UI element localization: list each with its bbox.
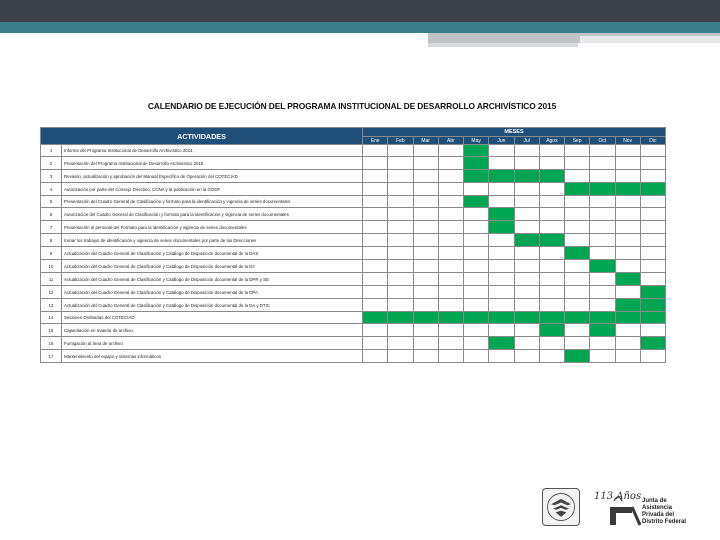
empty-cell	[363, 286, 388, 299]
page-title: CALENDARIO DE EJECUCIÓN DEL PROGRAMA INSTITUCIONAL DE DESARROLLO ARCHIVÍSTICO 2015	[147, 101, 557, 111]
empty-cell	[539, 273, 564, 286]
activity-text: Presentación del Cuadro General de Clasificación y formato para la identificación y vigencia de series documentales	[62, 196, 363, 208]
row-number: 5	[41, 196, 62, 208]
table-row	[41, 350, 666, 363]
empty-cell	[438, 221, 463, 234]
empty-cell	[590, 299, 615, 312]
org-line-2: Asistencia	[642, 505, 673, 511]
empty-cell	[565, 145, 590, 157]
empty-cell	[640, 260, 665, 273]
row-number: 1	[41, 145, 62, 157]
activity-text: Presentación al personal del Formato para la identificación y vigencia de series documentales	[62, 221, 363, 234]
scheduled-cell	[363, 312, 388, 324]
activity-text: Sesiones Ordinarias del COTECIAD	[62, 312, 363, 324]
activity-text: Revisión, actualización y aprobación del Manual Específico de Operación del COTECIAD	[62, 170, 363, 183]
row-number: 8	[41, 234, 62, 247]
empty-cell	[413, 299, 438, 312]
empty-cell	[514, 350, 539, 363]
empty-cell	[464, 299, 489, 312]
org-line-1: Junta de	[642, 498, 667, 504]
empty-cell	[438, 337, 463, 350]
empty-cell	[489, 196, 514, 208]
empty-cell	[489, 324, 514, 337]
empty-cell	[640, 221, 665, 234]
scheduled-cell	[640, 286, 665, 299]
empty-cell	[363, 208, 388, 221]
row-number: 7	[41, 221, 62, 234]
empty-cell	[413, 286, 438, 299]
empty-cell	[565, 170, 590, 183]
scheduled-cell	[464, 196, 489, 208]
empty-cell	[539, 247, 564, 260]
empty-cell	[413, 260, 438, 273]
scheduled-cell	[640, 312, 665, 324]
table-row	[41, 157, 666, 170]
header-dark-band	[0, 0, 720, 22]
empty-cell	[438, 170, 463, 183]
scheduled-cell	[590, 312, 615, 324]
empty-cell	[388, 208, 413, 221]
empty-cell	[640, 196, 665, 208]
activity-text: Mantenimiento del equipo y sistemas informáticos	[62, 350, 363, 363]
empty-cell	[615, 350, 640, 363]
scheduled-cell	[464, 145, 489, 157]
empty-cell	[640, 247, 665, 260]
table-row	[41, 286, 666, 299]
empty-cell	[539, 350, 564, 363]
empty-cell	[438, 196, 463, 208]
activity-text: Fumigación al área de archivo	[62, 337, 363, 350]
empty-cell	[514, 208, 539, 221]
table-row	[41, 299, 666, 312]
empty-cell	[363, 324, 388, 337]
row-number: 6	[41, 208, 62, 221]
scheduled-cell	[514, 312, 539, 324]
empty-cell	[489, 145, 514, 157]
empty-cell	[464, 234, 489, 247]
empty-cell	[363, 183, 388, 196]
header-light-bar	[580, 36, 720, 43]
scheduled-cell	[565, 350, 590, 363]
empty-cell	[489, 273, 514, 286]
month-header-jul: Jul	[514, 137, 539, 145]
empty-cell	[514, 260, 539, 273]
month-header-dic: Dic	[640, 137, 665, 145]
empty-cell	[464, 337, 489, 350]
empty-cell	[590, 170, 615, 183]
row-number: 14	[41, 312, 62, 324]
empty-cell	[464, 324, 489, 337]
empty-cell	[388, 183, 413, 196]
empty-cell	[464, 183, 489, 196]
empty-cell	[363, 247, 388, 260]
empty-cell	[388, 260, 413, 273]
empty-cell	[413, 350, 438, 363]
empty-cell	[590, 247, 615, 260]
activity-text: Actualización del Cuadro General de Clasificación y Catálogo de Disposición documental de la DJ	[62, 260, 363, 273]
row-number: 4	[41, 183, 62, 196]
table-row	[41, 273, 666, 286]
empty-cell	[464, 221, 489, 234]
empty-cell	[640, 350, 665, 363]
scheduled-cell	[438, 312, 463, 324]
empty-cell	[539, 208, 564, 221]
table-row	[41, 247, 666, 260]
empty-cell	[514, 273, 539, 286]
scheduled-cell	[489, 170, 514, 183]
empty-cell	[514, 145, 539, 157]
empty-cell	[438, 145, 463, 157]
empty-cell	[514, 157, 539, 170]
scheduled-cell	[388, 312, 413, 324]
empty-cell	[489, 286, 514, 299]
empty-cell	[590, 234, 615, 247]
empty-cell	[388, 286, 413, 299]
activity-text: Autorización por parte del Consejo Directivo, CCNA y la publicación en la GODF	[62, 183, 363, 196]
empty-cell	[565, 273, 590, 286]
month-header-jun: Jun	[489, 137, 514, 145]
scheduled-cell	[514, 170, 539, 183]
empty-cell	[615, 208, 640, 221]
activity-text: Actualización del Cuadro General de Clasificación y Catálogo de Disposición documental de la DPR y SE	[62, 273, 363, 286]
month-header-oct: Oct	[590, 137, 615, 145]
empty-cell	[539, 299, 564, 312]
jap-logo	[592, 489, 710, 529]
empty-cell	[615, 324, 640, 337]
empty-cell	[388, 324, 413, 337]
empty-cell	[640, 208, 665, 221]
empty-cell	[514, 286, 539, 299]
empty-cell	[489, 234, 514, 247]
empty-cell	[615, 286, 640, 299]
scheduled-cell	[590, 260, 615, 273]
empty-cell	[590, 145, 615, 157]
empty-cell	[615, 157, 640, 170]
empty-cell	[413, 273, 438, 286]
empty-cell	[539, 286, 564, 299]
empty-cell	[363, 157, 388, 170]
row-number: 9	[41, 247, 62, 260]
schedule-body	[41, 145, 666, 363]
header-teal-band	[0, 22, 720, 33]
activity-text: Iniciar los trabajos de identificación y vigencia de series documentales por parte de las Direcciones	[62, 234, 363, 247]
row-number: 10	[41, 260, 62, 273]
empty-cell	[363, 196, 388, 208]
scheduled-cell	[413, 312, 438, 324]
scheduled-cell	[539, 312, 564, 324]
empty-cell	[413, 196, 438, 208]
empty-cell	[438, 350, 463, 363]
empty-cell	[489, 299, 514, 312]
month-header-ene: Ene	[363, 137, 388, 145]
month-header-abr: Abr	[438, 137, 463, 145]
empty-cell	[565, 221, 590, 234]
month-header-mar: Mar	[413, 137, 438, 145]
empty-cell	[464, 260, 489, 273]
month-header-agos: Agos	[539, 137, 564, 145]
month-header-nov: Nov	[615, 137, 640, 145]
scheduled-cell	[464, 312, 489, 324]
empty-cell	[464, 247, 489, 260]
scheduled-cell	[489, 208, 514, 221]
scheduled-cell	[615, 299, 640, 312]
scheduled-cell	[539, 170, 564, 183]
empty-cell	[514, 299, 539, 312]
empty-cell	[388, 273, 413, 286]
empty-cell	[565, 286, 590, 299]
empty-cell	[565, 260, 590, 273]
empty-cell	[363, 299, 388, 312]
empty-cell	[539, 337, 564, 350]
jap-logo-icon	[592, 489, 710, 529]
anniversary-text: 113 Años	[594, 491, 642, 502]
empty-cell	[464, 350, 489, 363]
empty-cell	[590, 157, 615, 170]
empty-cell	[640, 324, 665, 337]
empty-cell	[640, 170, 665, 183]
empty-cell	[590, 208, 615, 221]
empty-cell	[438, 183, 463, 196]
empty-cell	[388, 157, 413, 170]
empty-cell	[640, 145, 665, 157]
empty-cell	[565, 324, 590, 337]
empty-cell	[565, 234, 590, 247]
scheduled-cell	[539, 234, 564, 247]
table-row	[41, 312, 666, 324]
empty-cell	[438, 208, 463, 221]
empty-cell	[413, 183, 438, 196]
empty-cell	[363, 170, 388, 183]
empty-cell	[363, 234, 388, 247]
empty-cell	[413, 324, 438, 337]
activity-text: Actualización del Cuadro General de Clasificación y Catálogo de Disposición documental de la DA y DTIC	[62, 299, 363, 312]
empty-cell	[413, 145, 438, 157]
empty-cell	[590, 350, 615, 363]
empty-cell	[539, 196, 564, 208]
empty-cell	[388, 221, 413, 234]
empty-cell	[514, 221, 539, 234]
row-number: 16	[41, 337, 62, 350]
scheduled-cell	[565, 183, 590, 196]
activity-text: Capacitación en materia de archivo	[62, 324, 363, 337]
table-row	[41, 170, 666, 183]
table-row	[41, 260, 666, 273]
empty-cell	[615, 221, 640, 234]
row-number: 11	[41, 273, 62, 286]
scheduled-cell	[489, 221, 514, 234]
eagle-seal-icon	[543, 489, 579, 525]
empty-cell	[413, 234, 438, 247]
empty-cell	[438, 273, 463, 286]
scheduled-cell	[590, 183, 615, 196]
empty-cell	[413, 221, 438, 234]
scheduled-cell	[464, 170, 489, 183]
empty-cell	[539, 145, 564, 157]
empty-cell	[388, 145, 413, 157]
row-number: 17	[41, 350, 62, 363]
empty-cell	[539, 183, 564, 196]
empty-cell	[615, 234, 640, 247]
scheduled-cell	[489, 312, 514, 324]
table-row	[41, 208, 666, 221]
scheduled-cell	[539, 324, 564, 337]
empty-cell	[413, 157, 438, 170]
scheduled-cell	[640, 183, 665, 196]
row-number: 12	[41, 286, 62, 299]
empty-cell	[514, 196, 539, 208]
row-number: 13	[41, 299, 62, 312]
scheduled-cell	[640, 337, 665, 350]
empty-cell	[363, 260, 388, 273]
org-line-4: Distrito Federal	[642, 519, 687, 525]
empty-cell	[438, 247, 463, 260]
empty-cell	[413, 337, 438, 350]
scheduled-cell	[615, 312, 640, 324]
empty-cell	[615, 170, 640, 183]
month-header-feb: Feb	[388, 137, 413, 145]
scheduled-cell	[640, 299, 665, 312]
empty-cell	[615, 247, 640, 260]
empty-cell	[489, 350, 514, 363]
empty-cell	[489, 183, 514, 196]
empty-cell	[640, 273, 665, 286]
empty-cell	[514, 183, 539, 196]
empty-cell	[464, 208, 489, 221]
empty-cell	[388, 196, 413, 208]
empty-cell	[438, 157, 463, 170]
empty-cell	[438, 324, 463, 337]
scheduled-cell	[615, 183, 640, 196]
empty-cell	[464, 286, 489, 299]
empty-cell	[363, 145, 388, 157]
table-row	[41, 145, 666, 157]
activity-text: Informe del Programa Institucional de Desarrollo Archivístico 2014	[62, 145, 363, 157]
empty-cell	[539, 157, 564, 170]
empty-cell	[565, 208, 590, 221]
empty-cell	[590, 273, 615, 286]
empty-cell	[539, 221, 564, 234]
activity-text: Autorización del Cuadro General de Clasificación y formato para la identificación y vigencia de series documentales	[62, 208, 363, 221]
scheduled-cell	[514, 234, 539, 247]
seal-logo	[542, 488, 580, 526]
empty-cell	[438, 286, 463, 299]
table-row	[41, 183, 666, 196]
scheduled-cell	[489, 337, 514, 350]
header-thin-bar	[428, 43, 578, 47]
month-header-sep: Sep	[565, 137, 590, 145]
empty-cell	[615, 145, 640, 157]
empty-cell	[565, 157, 590, 170]
empty-cell	[413, 208, 438, 221]
scheduled-cell	[590, 324, 615, 337]
empty-cell	[438, 234, 463, 247]
empty-cell	[590, 221, 615, 234]
scheduled-cell	[615, 273, 640, 286]
months-header: MESES	[363, 128, 666, 137]
empty-cell	[514, 324, 539, 337]
scheduled-cell	[464, 157, 489, 170]
empty-cell	[590, 286, 615, 299]
empty-cell	[363, 273, 388, 286]
empty-cell	[388, 337, 413, 350]
empty-cell	[489, 247, 514, 260]
month-header-may: May	[464, 137, 489, 145]
activity-text: Actualización del Cuadro General de Clasificación y Catálogo de Disposición documental de la DPA	[62, 286, 363, 299]
empty-cell	[615, 196, 640, 208]
empty-cell	[388, 247, 413, 260]
empty-cell	[615, 337, 640, 350]
empty-cell	[464, 273, 489, 286]
table-row	[41, 337, 666, 350]
table-row	[41, 221, 666, 234]
row-number: 2	[41, 157, 62, 170]
table-row	[41, 324, 666, 337]
empty-cell	[640, 157, 665, 170]
activities-header: ACTIVIDADES	[41, 128, 363, 145]
empty-cell	[413, 170, 438, 183]
empty-cell	[514, 247, 539, 260]
row-number: 15	[41, 324, 62, 337]
empty-cell	[438, 260, 463, 273]
scheduled-cell	[565, 312, 590, 324]
empty-cell	[514, 337, 539, 350]
table-row	[41, 234, 666, 247]
empty-cell	[438, 299, 463, 312]
empty-cell	[363, 350, 388, 363]
empty-cell	[640, 234, 665, 247]
scheduled-cell	[565, 247, 590, 260]
table-row	[41, 196, 666, 208]
empty-cell	[489, 157, 514, 170]
empty-cell	[388, 350, 413, 363]
org-line-3: Privada del	[642, 512, 675, 518]
empty-cell	[363, 221, 388, 234]
empty-cell	[590, 196, 615, 208]
empty-cell	[565, 196, 590, 208]
empty-cell	[565, 299, 590, 312]
empty-cell	[388, 234, 413, 247]
empty-cell	[388, 170, 413, 183]
activity-text: Presentación del Programa Institucional de Desarrollo Archivístico 2015	[62, 157, 363, 170]
empty-cell	[615, 260, 640, 273]
activity-text: Actualización del Cuadro General de Clasificación y Catálogo de Disposición documental de la DAS	[62, 247, 363, 260]
empty-cell	[413, 247, 438, 260]
empty-cell	[489, 260, 514, 273]
empty-cell	[363, 337, 388, 350]
schedule-table	[40, 127, 666, 363]
empty-cell	[565, 337, 590, 350]
empty-cell	[539, 260, 564, 273]
empty-cell	[388, 299, 413, 312]
row-number: 3	[41, 170, 62, 183]
empty-cell	[590, 337, 615, 350]
